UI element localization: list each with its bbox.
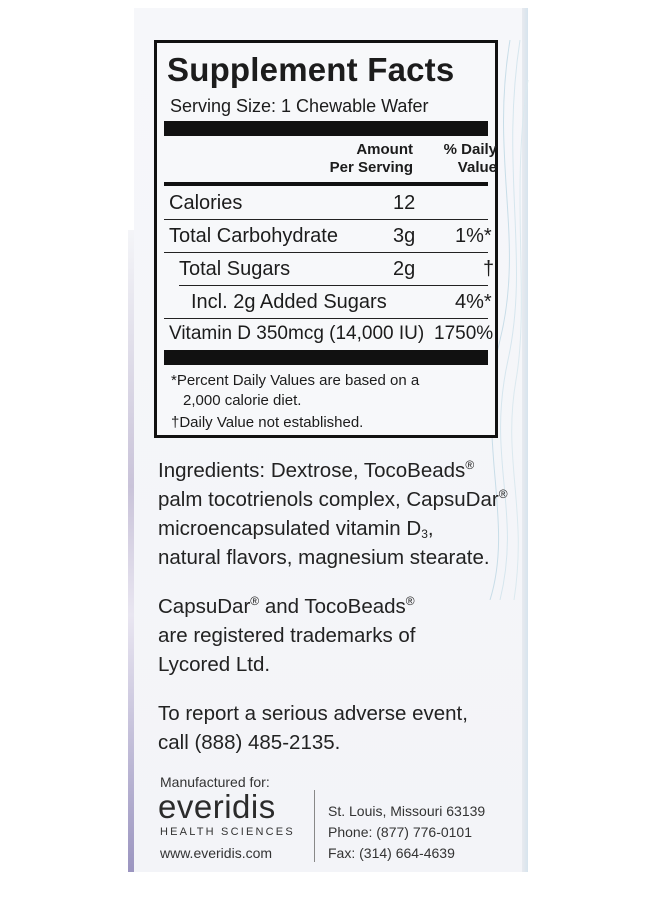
trademark-line-1: CapsuDar® and TocoBeads® [158, 594, 415, 618]
adverse-event-line-1: To report a serious adverse event, [158, 702, 468, 725]
header-amount: Amount Per Serving [329, 141, 413, 176]
row-carb-name: Total Carbohydrate [169, 225, 338, 247]
facts-bottom-bar [164, 350, 488, 365]
ingredients-line-4: natural flavors, magnesium stearate. [158, 546, 490, 569]
row-divider [164, 252, 488, 253]
row-sugars-amount: 2g [393, 258, 416, 280]
address-divider [314, 790, 315, 862]
ingredients-line-2: palm tocotrienols complex, CapsuDar® [158, 487, 508, 511]
panel-left-edge [128, 230, 134, 872]
header-divider [164, 182, 488, 186]
row-added-sugars-name: Incl. 2g Added Sugars [191, 291, 387, 313]
facts-top-bar [164, 121, 488, 136]
brand-website: www.everidis.com [160, 845, 273, 861]
row-carb-dv: 1%* [455, 225, 492, 247]
address-phone: Phone: (877) 776-0101 [328, 824, 472, 840]
row-carb-amount: 3g [393, 225, 416, 247]
row-divider [164, 318, 488, 319]
adverse-event-line-2: call (888) 485-2135. [158, 731, 341, 754]
ingredients-line-3: microencapsulated vitamin $D_3$, [158, 517, 434, 541]
row-vitamin-d-dv: 1750% [434, 323, 494, 344]
address-fax: Fax: (314) 664-4639 [328, 845, 455, 861]
supplement-facts-panel [154, 40, 498, 438]
trademark-line-2: are registered trademarks of [158, 624, 416, 647]
manufactured-for-label: Manufactured for: [160, 774, 270, 790]
footnote-percent-dv: *Percent Daily Values are based on a 2,000 calorie diet. [171, 372, 420, 409]
brand-subtitle: HEALTH SCIENCES [160, 826, 295, 838]
brand-logo: everidis [158, 788, 276, 825]
facts-title: Supplement Facts [167, 51, 455, 88]
address-city: St. Louis, Missouri 63139 [328, 803, 486, 819]
row-added-sugars-dv: 4%* [455, 291, 492, 313]
row-calories-name: Calories [169, 192, 243, 214]
ingredients-line-1: Ingredients: Dextrose, TocoBeads® [158, 458, 475, 482]
row-calories-amount: 12 [393, 192, 416, 214]
row-sugars-dv: † [483, 258, 495, 280]
row-divider [179, 285, 488, 286]
trademark-line-3: Lycored Ltd. [158, 653, 271, 676]
row-divider [164, 219, 488, 220]
header-daily-value: % Daily Value [443, 141, 497, 176]
row-vitamin-d-name: Vitamin D 350mcg (14,000 IU) [169, 323, 425, 344]
row-sugars-name: Total Sugars [179, 258, 291, 280]
serving-size: Serving Size: 1 Chewable Wafer [170, 96, 429, 116]
footnote-dagger: †Daily Value not established. [171, 414, 364, 431]
